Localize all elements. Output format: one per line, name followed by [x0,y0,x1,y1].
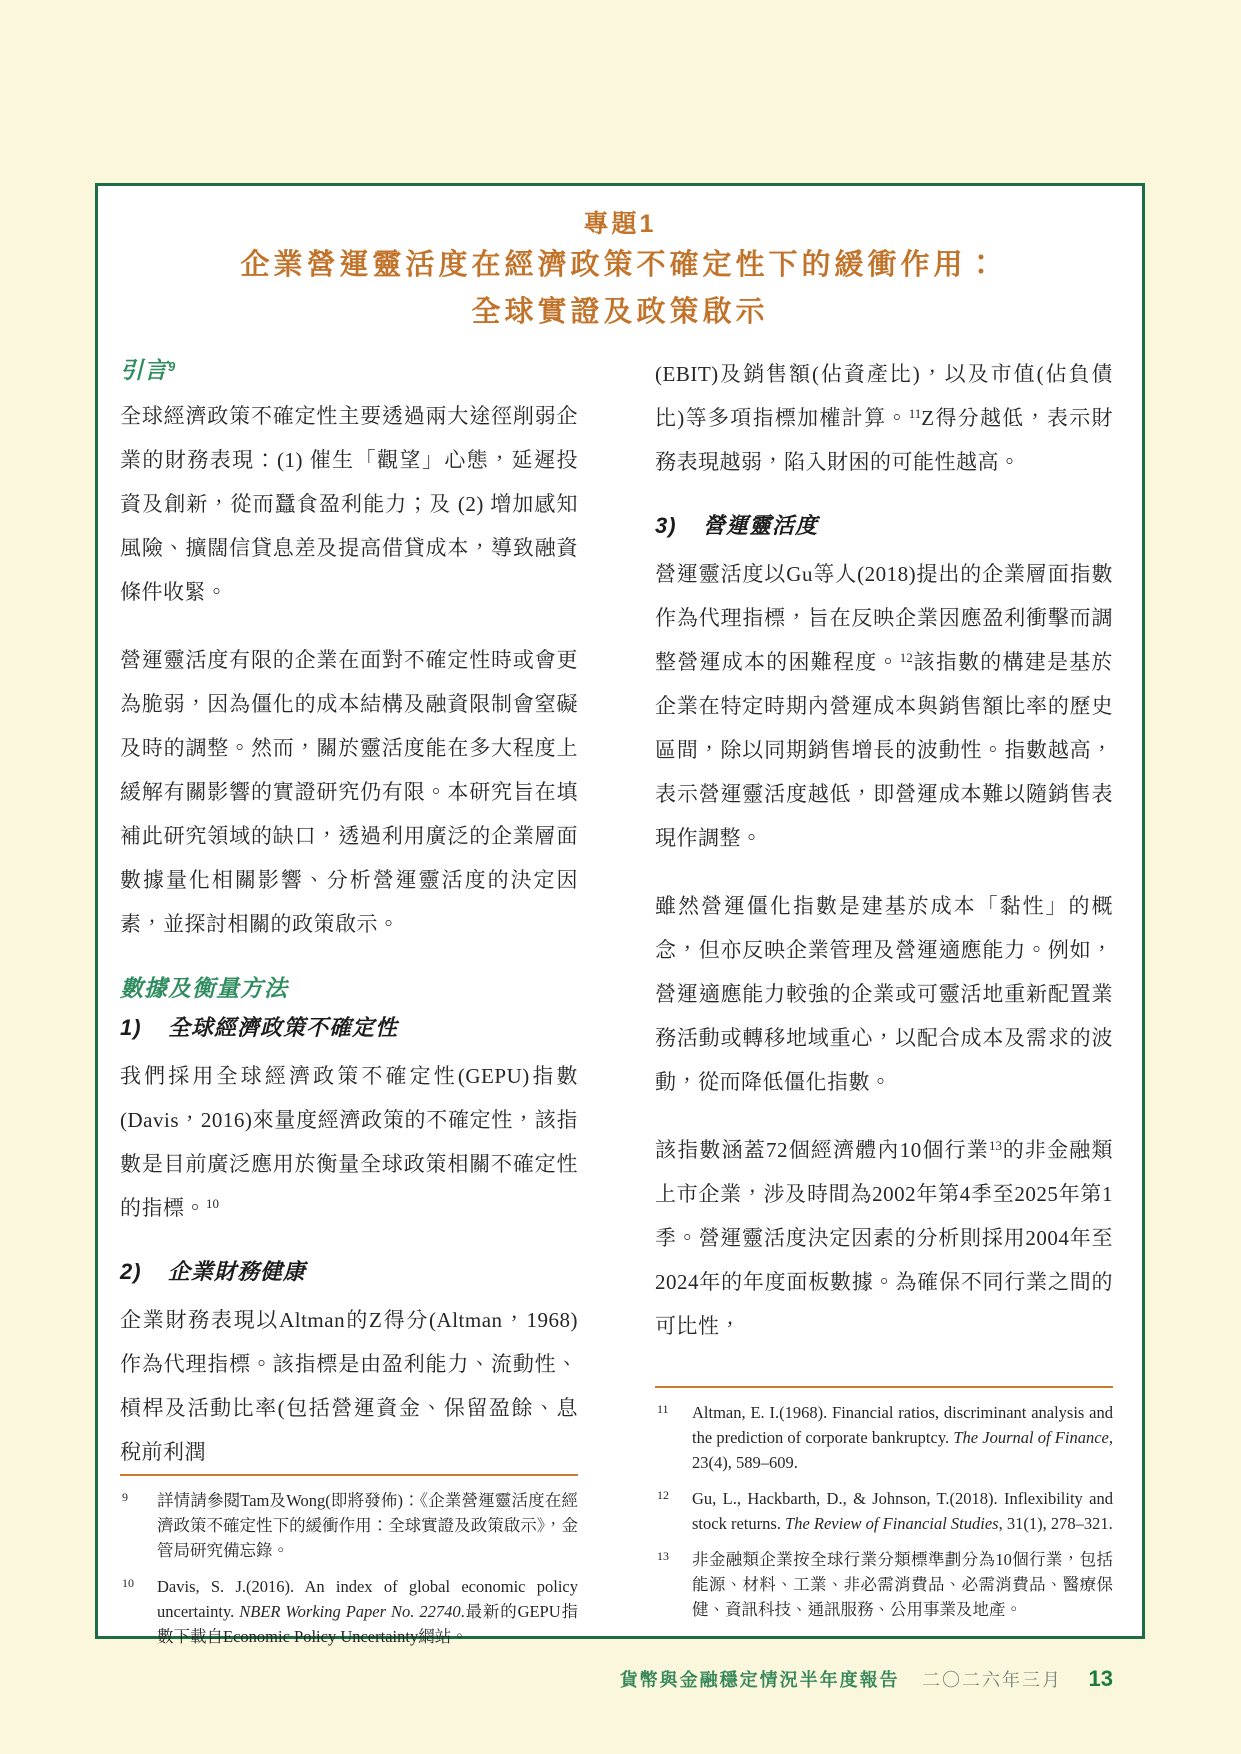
subheading-label: 營運靈活度 [703,513,819,538]
box-kicker: 專題1 [583,210,657,238]
body-paragraph: 企業財務表現以Altman的Z得分(Altman，1968)作為代理指標。該指標是由盈利能力、流動性、槓桿及活動比率(包括營運資金、保留盈餘、息稅前利潤 [120,1308,578,1464]
left-column [120,352,578,1646]
body-paragraph: 營運靈活度以Gu等人(2018)提出的企業層面指數作為代理指標，旨在反映企業因應盈利衝擊而調整營運成本的困難程度。$^{12}$該指數的構建是基於企業在特定時期內營運成本與銷售額比率的歷史區間，除以同期銷售增長的波動性。指數越高，表示營運靈活度越低，即營運成本難以隨銷售表現作調整。 [655,562,1113,850]
footnote-number: 11 [657,1402,669,1416]
footnote-ref: 11 [908,405,922,421]
italic-citation: The Review of Financial Studies [785,1514,999,1533]
footnote-ref: 13 [989,1137,1002,1153]
body-paragraph: 我們採用全球經濟政策不確定性(GEPU)指數 (Davis，2016)來量度經濟政策的不確定性，該指數是目前廣泛應用於衡量全球政策相關不確定性的指標。$^{10}$ [120,1064,578,1220]
body-paragraph: (EBIT)及銷售額(佔資產比)，以及市值(佔負債比)等多項指標加權計算。$^{11}$Z得分越低，表示財務表現越弱，陷入財困的可能性越高。 [655,362,1114,474]
italic-citation: NBER Working Paper No. 22740 [239,1602,461,1621]
footnote: 12 Gu, L., Hackbarth, D., & Johnson, T.(2018). Inflexibility and stock returns. The Review of Financial Studies, 31(1), 278–321. [655,1486,1113,1536]
footnote-number: 13 [657,1549,669,1563]
page-footer [95,1666,1145,1692]
footnote-number: 10 [122,1576,134,1590]
footnote: 11 Altman, E. I.(1968). Financial ratios, discriminant analysis and the prediction of corporate bankruptcy. The Journal of Finance, 23(4), 589–609. [655,1400,1113,1475]
section-heading: 數據及衡量方法 [120,975,288,1001]
two-column-body [98,336,1142,1646]
box-title-line2: 全球實證及政策啟示 [471,296,769,328]
footnote-number: 12 [657,1488,669,1502]
subheading-number: 3) [655,513,677,538]
subheading-label: 全球經濟政策不確定性 [168,1015,399,1040]
feature-article-box [95,183,1145,1646]
page-number: 13 [1088,1666,1113,1691]
right-footnotes [655,1386,1113,1622]
left-column-content [120,352,578,1474]
report-title: 貨幣與金融穩定情況半年度報告 [619,1670,900,1690]
right-column-content [655,352,1113,1348]
body-paragraph: 營運靈活度有限的企業在面對不確定性時或會更為脆弱，因為僵化的成本結構及融資限制會窒礙及時的調整。然而，關於靈活度能在多大程度上緩解有關影響的實證研究仍有限。本研究旨在填補此研究領域的缺口，透過利用廣泛的企業層面數據量化相關影響、分析營運靈活度的決定因素，並探討相關的政策啟示。 [120,648,578,936]
footnote: 10 Davis, S. J.(2016). An index of global economic policy uncertainty. NBER Working Paper No. 22740.最新的GEPU指數下載自Economic Policy Uncertainty網站。 [120,1574,578,1649]
left-footnotes [120,1474,578,1649]
report-date: 二〇二六年三月 [922,1670,1063,1690]
box-title-block [98,186,1142,336]
footnote-separator [120,1474,578,1476]
subheading-number: 2) [120,1259,142,1284]
subheading-label: 企業財務健康 [168,1259,307,1284]
box-title-line1: 企業營運靈活度在經濟政策不確定性下的緩衝作用： [240,249,1000,281]
right-column [655,352,1113,1622]
numbered-subheading [120,1012,578,1044]
body-paragraph: 雖然營運僵化指數是建基於成本「黏性」的概念，但亦反映企業管理及營運適應能力。例如，營運適應能力較強的企業或可靈活地重新配置業務活動或轉移地域重心，以配合成本及需求的波動，從而降低僵化指數。 [655,894,1113,1094]
subheading-number: 1) [120,1015,142,1040]
footnote-number: 9 [122,1490,128,1504]
body-paragraph: 該指數涵蓋72個經濟體內10個行業$^{13}$的非金融類上市企業，涉及時間為2002年第4季至2025年第1季。營運靈活度決定因素的分析則採用2004年至2024年的年度面板數據。為確保不同行業之間的可比性， [655,1137,1113,1338]
numbered-subheading [120,1256,578,1288]
footnote-ref: 9 [168,358,176,374]
numbered-subheading [655,510,1113,542]
section-heading: 引言$^9$ [120,357,176,383]
footnote: 9 詳情請參閱Tam及Wong(即將發佈)：《企業營運靈活度在經濟政策不確定性下的緩衝作用：全球實證及政策啟示》，金管局研究備忘錄。 [120,1488,578,1563]
body-paragraph: 全球經濟政策不確定性主要透過兩大途徑削弱企業的財務表現：(1) 催生「觀望」心態，延遲投資及創新，從而蠶食盈利能力；及 (2) 增加感知風險、擴闊信貸息差及提高借貸成本，導致融資條件收緊。 [120,404,578,604]
footnote-separator [655,1386,1113,1388]
footnote-ref: 10 [206,1195,219,1211]
footnote-ref: 12 [899,649,913,665]
footnote: 13 非金融類企業按全球行業分類標準劃分為10個行業，包括能源、材料、工業、非必需消費品、必需消費品、醫療保健、資訊科技、通訊服務、公用事業及地產。 [655,1547,1113,1622]
italic-citation: The Journal of Finance [953,1428,1109,1447]
